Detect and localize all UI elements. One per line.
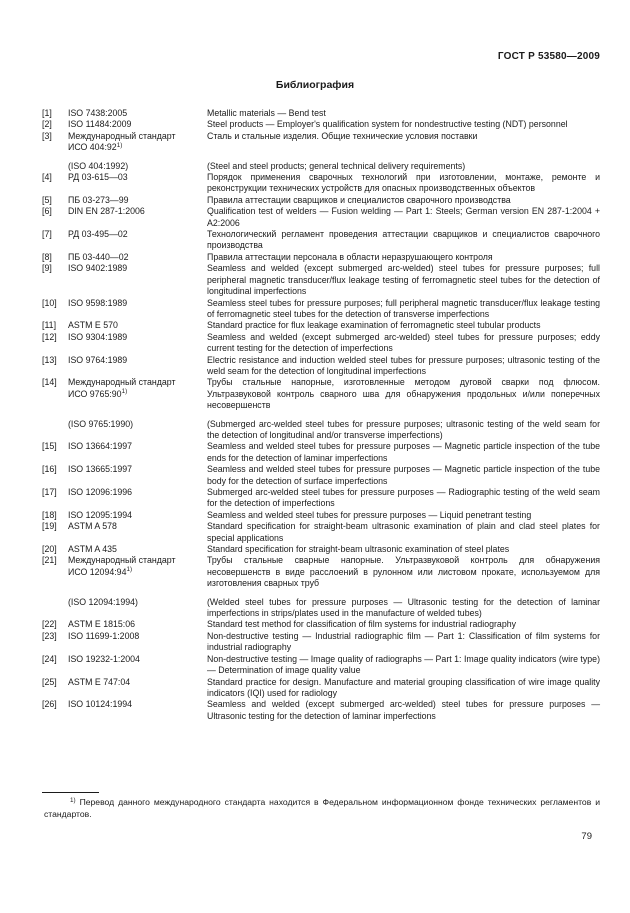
entry-ref-id: ASTM E 747:04 (68, 676, 131, 687)
entry-number: [6] (42, 206, 52, 217)
footnote (44, 797, 600, 820)
bibliography-entry (42, 298, 600, 321)
entry-ref-id: ISO 9304:1989 (68, 331, 128, 342)
entry-description: Правила аттестации сварщиков и специалистов сварочного производства (207, 194, 511, 205)
bibliography-entry (42, 195, 600, 206)
bibliography-entry (42, 544, 600, 555)
footnote-divider (42, 792, 99, 793)
entry-sub-ref-id: (ISO 9765:1990) (68, 418, 134, 429)
entry-ref-id: ISO 11484:2009 (68, 119, 132, 130)
entry-description: Трубы стальные напорные, изготовленные методом дуговой сварки под флюсом. Ультразвуковой контроль сварного шва для обнаружения продольных и/или поперечных несовершенств (207, 377, 600, 411)
entry-sub-description: (Steel and steel products; general technical delivery requirements) (207, 160, 466, 171)
bibliography-list (42, 108, 600, 722)
footnote-marker: 1) (70, 796, 76, 804)
entry-number: [22] (42, 619, 57, 630)
entry-description: Seamless steel tubes for pressure purposes; full peripheral magnetic transducer/flux leakage testing of ferromagnetic steel tubes for the detection of transverse imperfections (207, 297, 600, 319)
entry-translation-row (42, 161, 600, 172)
entry-number: [23] (42, 630, 57, 641)
footnote-reference-marker: 1) (121, 388, 128, 396)
entry-description: Standard specification for straight-beam ultrasonic examination of plain and clad steel plates for special applications (207, 521, 600, 543)
bibliography-entry (42, 441, 600, 464)
entry-description: Seamless and welded (except submerged arc-welded) steel tubes for pressure purposes; full peripheral magnetic transducer/flux leakage testing of ferromagnetic steel tubes for the detection of longitudinal imperfections (207, 263, 600, 297)
entry-description: Сталь и стальные изделия. Общие технические условия поставки (207, 130, 478, 141)
entry-ref-id: ISO 12095:1994 (68, 509, 133, 520)
entry-ref-id (68, 555, 207, 578)
entry-number: [21] (42, 555, 57, 566)
entry-description: Standard practice for flux leakage examination of ferromagnetic steel tubular products (207, 320, 541, 331)
entry-description: Steel products — Employer's qualification system for nondestructive testing (NDT) personnel (207, 119, 568, 130)
entry-description: Порядок применения сварочных технологий при изготовлении, монтаже, ремонте и реконструкции технических устройств для опасных производственных объектов (207, 172, 600, 194)
entry-description: Standard practice for design. Manufacture and material grouping classification of wire image quality indicators (IQI) used for radiology (207, 676, 600, 698)
bibliography-entry (42, 172, 600, 195)
bibliography-entry (42, 108, 600, 119)
page-title: Библиография (275, 79, 355, 91)
entry-description: Submerged arc-welded steel tubes for pressure purposes — Radiographic testing of the weld seam for the detection of imperfections (207, 487, 600, 509)
entry-number: [24] (42, 653, 57, 664)
bibliography-entry (42, 464, 600, 487)
bibliography-entry (42, 252, 600, 263)
entry-number: [12] (42, 331, 57, 342)
entry-number: [2] (42, 119, 52, 130)
bibliography-entry (42, 619, 600, 630)
entry-description: Seamless and welded (except submerged arc-welded) steel tubes for pressure purposes; eddy current testing for the detection of imperfections (207, 331, 600, 354)
bibliography-entry (42, 631, 600, 654)
bibliography-entry (42, 699, 600, 722)
entry-description: Metallic materials — Bend test (207, 108, 326, 118)
entry-number: [18] (42, 509, 57, 520)
entry-sub-ref-id: (ISO 404:1992) (68, 160, 129, 171)
page-number: 79 (581, 831, 592, 842)
entry-description: Standard specification for straight-beam ultrasonic examination of steel plates (207, 544, 510, 555)
entry-sub-description: (Submerged arc-welded steel tubes for pressure purposes; ultrasonic testing of the weld seam for the detection of longitudinal and/or transverse imperfections) (207, 418, 600, 440)
entry-ref-id: ISO 10124:1994 (68, 699, 133, 710)
entry-ref-id: ПБ 03-273—99 (68, 194, 129, 205)
entry-ref-id (68, 131, 207, 154)
entry-number: [11] (42, 320, 57, 331)
bibliography-entry (42, 521, 600, 544)
bibliography-entry (42, 677, 600, 700)
entry-ref-id: ISO 13665:1997 (68, 464, 133, 475)
bibliography-entry (42, 377, 600, 441)
entry-ref-id: ПБ 03-440—02 (68, 251, 129, 262)
entry-number: [9] (42, 263, 52, 274)
entry-number: [17] (42, 487, 57, 497)
entry-ref-id: ASTM A 578 (68, 521, 117, 532)
bibliography-entry (42, 355, 600, 378)
entry-ref-id: ISO 11699-1:2008 (68, 630, 140, 641)
bibliography-entry (42, 510, 600, 521)
entry-description: Seamless and welded steel tubes for pressure purposes — Magnetic particle inspection of the tube ends for the detection of laminar imperfections (207, 441, 600, 463)
bibliography-entry (42, 487, 600, 510)
entry-ref-id: ISO 13664:1997 (68, 441, 133, 452)
entry-ref-id: ISO 19232-1:2004 (68, 653, 140, 664)
entry-ref-id-line2: ИСО 9765:90 (68, 388, 122, 399)
entry-number: [19] (42, 521, 57, 532)
entry-ref-id-line1: Международный стандарт (68, 555, 176, 566)
entry-ref-id: РД 03-495—02 (68, 229, 128, 240)
entry-ref-id-line1: Международный стандарт (68, 377, 176, 388)
entry-number: [25] (42, 676, 57, 687)
entry-description: Правила аттестации персонала в области неразрушающего контроля (207, 251, 493, 262)
entry-number: [8] (42, 251, 52, 262)
entry-description: Технологический регламент проведения аттестации сварщиков и специалистов сварочного производства (207, 229, 600, 251)
entry-number: [20] (42, 544, 57, 555)
entry-number: [7] (42, 229, 52, 240)
entry-ref-id: ASTM A 435 (68, 544, 117, 555)
entry-ref-id: ISO 9764:1989 (68, 354, 128, 365)
entry-description: Seamless and welded (except submerged arc-welded) steel tubes for pressure purposes — Ultrasonic testing for the detection of laminar imperfections (207, 699, 600, 721)
entry-ref-id-line2: ИСО 12094:94 (68, 566, 127, 577)
entry-description: Seamless and welded steel tubes for pressure purposes — Magnetic particle inspection of the tube body for the detection of surface imperfections (207, 464, 600, 486)
entry-number: [3] (42, 130, 52, 141)
bibliography-entry (42, 119, 600, 130)
entry-ref-id: ASTM E 570 (68, 320, 118, 331)
entry-number: [5] (42, 194, 52, 205)
entry-translation-row (42, 419, 600, 442)
entry-ref-id: ASTM E 1815:06 (68, 619, 135, 630)
entry-description: Qualification test of welders — Fusion welding — Part 1: Steels; German version EN 287-1:2004 + A2:2006 (207, 206, 600, 228)
entry-sub-ref-id: (ISO 12094:1994) (68, 596, 138, 607)
bibliography-entry (42, 654, 600, 677)
entry-number: [14] (42, 377, 57, 388)
entry-ref-id: ISO 7438:2005 (68, 108, 128, 118)
entry-ref-id: DIN EN 287-1:2006 (68, 206, 145, 217)
entry-ref-id-line2: ИСО 404:92 (68, 142, 117, 153)
entry-description: Electric resistance and induction welded steel tubes for pressure purposes; ultrasonic testing of the weld seam for the detection of longitudinal imperfections (207, 354, 600, 376)
bibliography-entry (42, 263, 600, 297)
entry-number: [4] (42, 172, 52, 183)
entry-ref-id: ISO 9598:1989 (68, 297, 128, 308)
entry-ref-id: ISO 9402:1989 (68, 263, 128, 274)
entry-description: Non-destructive testing — Industrial radiographic film — Part 1: Classification of film systems for industrial radiography (207, 630, 600, 653)
entry-ref-id-line1: Международный стандарт (68, 130, 176, 141)
entry-number: [16] (42, 464, 57, 475)
entry-ref-id: РД 03-615—03 (68, 172, 128, 183)
entry-number: [15] (42, 441, 57, 452)
document-code: ГОСТ Р 53580—2009 (497, 51, 600, 62)
entry-description: Non-destructive testing — Image quality of radiographs — Part 1: Image quality indicators (wire type) — Determination of image quality value (207, 653, 600, 676)
entry-number: [26] (42, 699, 57, 710)
bibliography-entry (42, 555, 600, 619)
footnote-reference-marker: 1) (126, 566, 133, 574)
entry-translation-row (42, 597, 600, 620)
entry-ref-id: ISO 12096:1996 (68, 487, 133, 497)
entry-sub-description: (Welded steel tubes for pressure purposes — Ultrasonic testing for the detection of laminar imperfections in strips/plates used in the manufacture of welded tubes) (207, 596, 600, 619)
bibliography-entry (42, 229, 600, 252)
bibliography-entry (42, 131, 600, 172)
footnote-reference-marker: 1) (116, 141, 123, 149)
bibliography-entry (42, 332, 600, 355)
entry-number: [13] (42, 354, 57, 365)
entry-description: Seamless and welded steel tubes for pressure purposes — Liquid penetrant testing (207, 509, 532, 520)
bibliography-entry (42, 320, 600, 331)
entry-description: Трубы стальные сварные напорные. Ультразвуковой контроль для обнаружения несовершенств в виде расслоений в рулонном или листовом прокате, используемом для изготовления сварных труб (207, 555, 600, 589)
footnote-text: Перевод данного международного стандарта находится в Федеральном информационном фонде технических регламентов и стандартов. (44, 797, 601, 819)
entry-number: [10] (42, 297, 57, 308)
entry-number: [1] (42, 108, 52, 118)
bibliography-entry (42, 206, 600, 229)
entry-ref-id (68, 377, 207, 400)
entry-description: Standard test method for classification of film systems for industrial radiography (207, 619, 517, 630)
